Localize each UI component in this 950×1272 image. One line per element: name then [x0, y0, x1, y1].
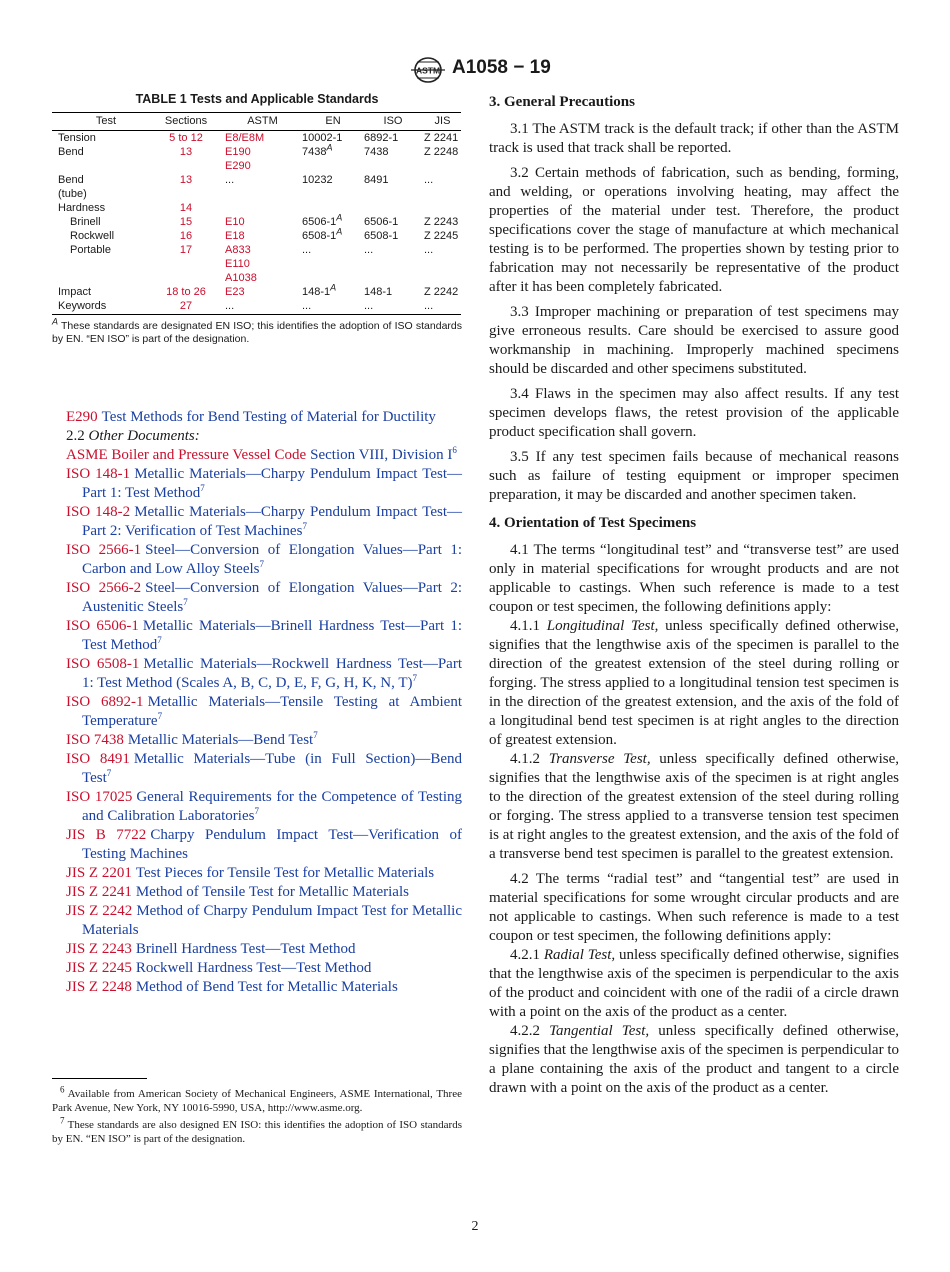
cell-test: Keywords: [52, 299, 154, 315]
cell-jis: Z 2245: [424, 230, 459, 242]
cell-jis: [422, 187, 461, 201]
table-row: [52, 187, 461, 201]
ref-item[interactable]: ISO 17025 General Requirements for the Competence of Testing and Calibration Laboratories$^7$: [66, 789, 462, 824]
col-header-sections: Sections: [154, 113, 218, 131]
cell-astm: [218, 187, 300, 201]
table-header-row: [52, 113, 461, 131]
subsection-2-2: 2.2 Other Documents:: [66, 428, 200, 444]
ref-code: E290: [66, 409, 98, 425]
ref-item[interactable]: ISO 2566-2 Steel—Conversion of Elongation Values—Part 2: Austenitic Steels$^7$: [66, 580, 462, 615]
ref-list: [66, 465, 462, 997]
cell-astm: E290: [225, 160, 251, 172]
ref-code: ISO 2566-2: [66, 580, 142, 596]
cell-test: [52, 159, 154, 173]
col-header-en: EN: [300, 113, 364, 131]
ref-code: JIS B 7722: [66, 827, 147, 843]
ref-item[interactable]: ISO 6506-1 Metallic Materials—Brinell Hardness Test—Part 1: Test Method$^7$: [66, 618, 462, 653]
table-row: [52, 159, 461, 173]
cell-jis: ...: [424, 244, 434, 256]
ref-code: ISO 6508-1: [66, 656, 140, 672]
ref-title: Metallic Materials—Charpy Pendulum Impact Test—Part 2: Verification of Test Machines: [82, 504, 462, 539]
ref-asme[interactable]: ASME Boiler and Pressure Vessel Code Section VIII, Division $I^6$: [66, 445, 457, 463]
cell-sections: [154, 271, 218, 285]
ref-code: ISO 148-1: [66, 466, 131, 482]
cell-sections: 27: [154, 299, 218, 315]
table-row: [52, 285, 461, 299]
page-header: [0, 56, 950, 86]
ref-code: ISO 6506-1: [66, 618, 139, 634]
cell-en: [300, 159, 364, 173]
col-header-iso: ISO: [364, 113, 422, 131]
footnote-7: $^7$ These standards are also designed EN ISO: this identifies the adoption of ISO standards by EN. “EN ISO” is part of the designation.: [52, 1115, 462, 1145]
cell-jis: Z 2241: [424, 132, 459, 144]
table-row: [52, 257, 461, 271]
cell-en: [300, 257, 364, 271]
page-number: 2: [471, 1219, 479, 1234]
body-right-column: [489, 93, 899, 1098]
para-3-4: 3.4 Flaws in the specimen may also affect results. If any test specimen develops flaws, the retest provision of the applicable product specification shall govern.: [489, 386, 899, 440]
tests-table: [52, 112, 461, 315]
para-4-1: 4.1 The terms “longitudinal test” and “transverse test” are used only in material specifications for wrought products and are not applicable to castings. When such reference is made to a test coupon or test specimen, the following definitions apply:: [489, 542, 899, 615]
cell-sections: [154, 187, 218, 201]
cell-test: Bend: [58, 146, 84, 158]
ref-code: ISO 7438: [66, 732, 124, 748]
ref-title: Metallic Materials—Tensile Testing at Ambient Temperature: [82, 694, 462, 729]
section-4-heading: 4. Orientation of Test Specimens: [489, 515, 697, 531]
cell-en: [300, 201, 364, 215]
cell-en: $6506-1^A$: [302, 212, 343, 228]
table-row: [52, 131, 461, 146]
cell-sections: [154, 159, 218, 173]
cell-en: ...: [300, 299, 364, 315]
ref-code: JIS Z 2243: [66, 941, 132, 957]
ref-title: Section VIII, Division I: [310, 447, 453, 463]
table-row: [52, 201, 461, 215]
cell-test: Rockwell: [70, 230, 115, 242]
ref-title: Brinell Hardness Test—Test Method: [135, 941, 356, 957]
table-row: [52, 215, 461, 229]
ref-title: Steel—Conversion of Elongation Values—Part 2: Austenitic Steels: [82, 580, 462, 615]
cell-jis: ...: [424, 174, 434, 186]
para-4-1-1: 4.1.1 Longitudinal Test, unless specifically defined otherwise, signifies that the lengthwise axis of the specimen is parallel to the direction of the greatest extension of the steel during rolling or forging. The stress applied to a longitudinal tension test specimen is in the direction of the greatest extension, and the axis of the fold of a longitudinal bend test specimen is at right angles to the direction of greatest extension.: [489, 618, 900, 748]
footnote-divider: [52, 1078, 147, 1079]
cell-iso: 7438: [364, 146, 389, 158]
table-body: [52, 131, 461, 315]
cell-sections: 17: [179, 244, 193, 256]
ref-code: ISO 148-2: [66, 504, 131, 520]
cell-sections: 13: [179, 146, 193, 158]
cell-astm: E10: [225, 216, 245, 228]
col-header-jis: JIS: [422, 113, 461, 131]
cell-iso: [364, 271, 422, 285]
cell-test: Hardness: [58, 202, 106, 214]
para-4-1-2: 4.1.2 Transverse Test, unless specifically defined otherwise, signifies that the lengthwise axis of the specimen is at right angles to the direction of the greatest extension of the steel during rolling or forging. The stress applied to a transverse tension test specimen is at right angles to the greatest extension, and the axis of the fold of a transverse bend test specimen is parallel to the greatest extension.: [489, 751, 900, 862]
ref-title: Method of Tensile Test for Metallic Materials: [135, 884, 409, 900]
cell-en: [300, 187, 364, 201]
ref-code: ISO 17025: [66, 789, 133, 805]
para-3-3: 3.3 Improper machining or preparation of test specimens may give erroneous results. Care should be exercised to assure good workmanship in machining. Improperly machined specimens should be discarded and other specimens substituted.: [489, 304, 899, 377]
cell-iso: [364, 257, 422, 271]
cell-iso: 6506-1: [364, 216, 399, 228]
cell-astm: ...: [225, 174, 235, 186]
cell-test: Brinell: [70, 216, 101, 228]
cell-test: Portable: [70, 244, 111, 256]
col-header-test: Test: [52, 113, 154, 131]
cell-jis: Z 2243: [424, 216, 459, 228]
cell-test: Bend: [58, 174, 84, 186]
ref-title: Method of Bend Test for Metallic Materials: [135, 979, 398, 995]
ref-title: Rockwell Hardness Test—Test Method: [135, 960, 372, 976]
cell-test: Impact: [58, 286, 92, 298]
cell-jis: [422, 271, 461, 285]
para-4-2-1: 4.2.1 Radial Test, unless specifically defined otherwise, signifies that the lengthwise axis of the specimen is perpendicular to the axis of the product and coincident with one of the radii of a circle drawn with a point on the axis of the product as a center.: [489, 947, 899, 1020]
ref-e290[interactable]: [66, 408, 462, 427]
col-header-astm: ASTM: [218, 113, 300, 131]
cell-sections: 18 to 26: [166, 286, 206, 298]
footnote-6: $^6$ Available from American Society of Mechanical Engineers, ASME International, Three Park Avenue, New York, NY 10016-5990, USA, http://www.asme.org.: [52, 1084, 462, 1114]
cell-astm: A833: [225, 244, 251, 256]
cell-test: Tension: [58, 132, 96, 144]
astm-logo-icon: [409, 56, 447, 84]
ref-title: Test Methods for Bend Testing of Material for Ductility: [101, 409, 436, 425]
cell-jis: Z 2242: [424, 286, 459, 298]
ref-title: Test Pieces for Tensile Test for Metallic Materials: [135, 865, 435, 881]
cell-iso: [364, 187, 422, 201]
para-4-2: 4.2 The terms “radial test” and “tangential test” are used in material specifications for some wrought circular products and are not applicable to castings. When such reference is made to a test coupon or test specimen, the following definitions apply:: [489, 871, 899, 944]
ref-item[interactable]: [66, 864, 462, 883]
standard-designation: A1058 − 19: [452, 57, 551, 78]
table-row: [52, 229, 461, 243]
cell-test: (tube): [58, 188, 87, 200]
cell-astm: [218, 201, 300, 215]
cell-iso: ...: [364, 244, 374, 256]
cell-iso: ...: [364, 299, 422, 315]
ref-code: ISO 6892-1: [66, 694, 144, 710]
ref-code: JIS Z 2242: [66, 903, 133, 919]
cell-en: $148-1^A$: [302, 282, 337, 298]
cell-test: [52, 257, 154, 271]
para-3-2: 3.2 Certain methods of fabrication, such as bending, forming, and welding, or operations involving heating, may affect the properties of the material under test. Therefore, the product specifications cover the stage of manufacture at which mechanical testing is to be performed. The properties shown by testing prior to fabrication may not necessarily be representative of the product after it has been completely fabricated.: [489, 165, 899, 295]
ref-code: JIS Z 2241: [66, 884, 132, 900]
ref-title: Method of Charpy Pendulum Impact Test for Metallic Materials: [82, 903, 462, 938]
table-row: [52, 173, 461, 187]
ref-code: ISO 8491: [66, 751, 130, 767]
cell-sections: 16: [179, 230, 193, 242]
cell-iso: [364, 201, 422, 215]
cell-iso: 8491: [364, 174, 389, 186]
cell-astm: ...: [218, 299, 300, 315]
cell-en: 10002-1: [302, 132, 343, 144]
ref-item[interactable]: [66, 978, 462, 997]
cell-astm: E190: [225, 146, 251, 158]
ref-code: JIS Z 2245: [66, 960, 132, 976]
cell-jis: Z 2248: [424, 146, 459, 158]
ref-item[interactable]: [66, 883, 462, 902]
cell-jis: [422, 257, 461, 271]
cell-astm: E110: [225, 258, 250, 270]
ref-item[interactable]: [66, 940, 462, 959]
table-row: [52, 145, 461, 159]
cell-iso: [364, 159, 422, 173]
cell-astm: E23: [225, 286, 245, 298]
ref-title: Charpy Pendulum Impact Test—Verification of Testing Machines: [82, 827, 462, 862]
ref-code: ASME Boiler and Pressure Vessel Code: [66, 447, 307, 463]
ref-title: Metallic Materials—Charpy Pendulum Impact Test—Part 1: Test Method: [82, 466, 462, 501]
table-footnote: $^A$ These standards are designated EN ISO; this identifies the adoption of ISO standards by EN. “EN ISO” is part of the designation.: [52, 316, 462, 345]
cell-jis: [422, 159, 461, 173]
referenced-documents: [66, 408, 462, 997]
cell-en: ...: [302, 244, 312, 256]
ref-code: JIS Z 2248: [66, 979, 132, 995]
ref-title: General Requirements for the Competence of Testing and Calibration Laboratories: [82, 789, 462, 824]
cell-sections: 14: [179, 202, 193, 214]
cell-jis: ...: [422, 299, 461, 315]
svg-text:ASTM: ASTM: [415, 65, 441, 76]
cell-astm: E8/E8M: [225, 132, 265, 144]
cell-sections: [154, 257, 218, 271]
footnotes: [52, 1084, 462, 1149]
para-4-2-2: 4.2.2 Tangential Test, unless specifically defined otherwise, signifies that the lengthwise axis of the specimen is perpendicular to a plane containing the axis of the product and tangent to a circle drawn with a point on the axis of the product as a center.: [489, 1023, 900, 1096]
cell-en: 10232: [302, 174, 333, 186]
ref-code: JIS Z 2201: [66, 865, 132, 881]
section-3-heading: 3. General Precautions: [489, 94, 635, 110]
ref-item[interactable]: ISO 7438 Metallic Materials—Bend Test$^7$: [66, 730, 318, 748]
para-3-1: 3.1 The ASTM track is the default track; if other than the ASTM track is used that track shall be reported.: [489, 121, 899, 156]
table-title: TABLE 1 Tests and Applicable Standards: [135, 92, 379, 106]
ref-item[interactable]: [66, 959, 462, 978]
ref-title: Metallic Materials—Bend Test: [127, 732, 314, 748]
cell-sections: 13: [179, 174, 193, 186]
ref-item[interactable]: ISO 6508-1 Metallic Materials—Rockwell Hardness Test—Part 1: Test Method (Scales A, B, C, D, E, F, G, H, K, N, T)$^7$: [66, 656, 462, 691]
cell-iso: 6508-1: [364, 230, 399, 242]
ref-item[interactable]: ISO 6892-1 Metallic Materials—Tensile Testing at Ambient Temperature$^7$: [66, 694, 462, 729]
ref-title: Metallic Materials—Rockwell Hardness Test—Part 1: Test Method (Scales A, B, C, D, E, F, G, H, K, N, T): [82, 656, 462, 691]
cell-iso: 148-1: [364, 286, 393, 298]
ref-item[interactable]: [66, 902, 462, 940]
cell-astm: E18: [225, 230, 245, 242]
ref-item[interactable]: ISO 148-2 Metallic Materials—Charpy Pendulum Impact Test—Part 2: Verification of Test Machines$^7$: [66, 504, 462, 539]
ref-title: Steel—Conversion of Elongation Values—Part 1: Carbon and Low Alloy Steels: [82, 542, 462, 577]
cell-jis: [422, 201, 461, 215]
para-3-5: 3.5 If any test specimen fails because of mechanical reasons such as failure of testing equipment or improper specimen preparation, it may be discarded and another specimen taken.: [489, 449, 899, 503]
cell-test: [52, 271, 154, 285]
cell-sections: 15: [179, 216, 193, 228]
ref-item[interactable]: ISO 148-1 Metallic Materials—Charpy Pendulum Impact Test—Part 1: Test Method$^7$: [66, 466, 462, 501]
cell-en: $6508-1^A$: [302, 226, 343, 242]
ref-code: ISO 2566-1: [66, 542, 142, 558]
ref-item[interactable]: ISO 8491 Metallic Materials—Tube (in Full Section)—Bend Test$^7$: [66, 751, 462, 786]
table-row: [52, 299, 461, 315]
ref-title: Metallic Materials—Brinell Hardness Test—Part 1: Test Method: [82, 618, 462, 653]
table-row: [52, 271, 461, 285]
table-row: [52, 243, 461, 257]
ref-title: Metallic Materials—Tube (in Full Section)—Bend Test: [82, 751, 462, 786]
cell-en: $7438^A$: [302, 142, 333, 158]
table-1-block: [52, 92, 462, 346]
cell-sections: 5 to 12: [169, 132, 203, 144]
ref-item[interactable]: [66, 826, 462, 864]
cell-astm: A1038: [225, 272, 257, 284]
cell-iso: 6892-1: [364, 132, 399, 144]
ref-item[interactable]: ISO 2566-1 Steel—Conversion of Elongation Values—Part 1: Carbon and Low Alloy Steels$^7$: [66, 542, 462, 577]
